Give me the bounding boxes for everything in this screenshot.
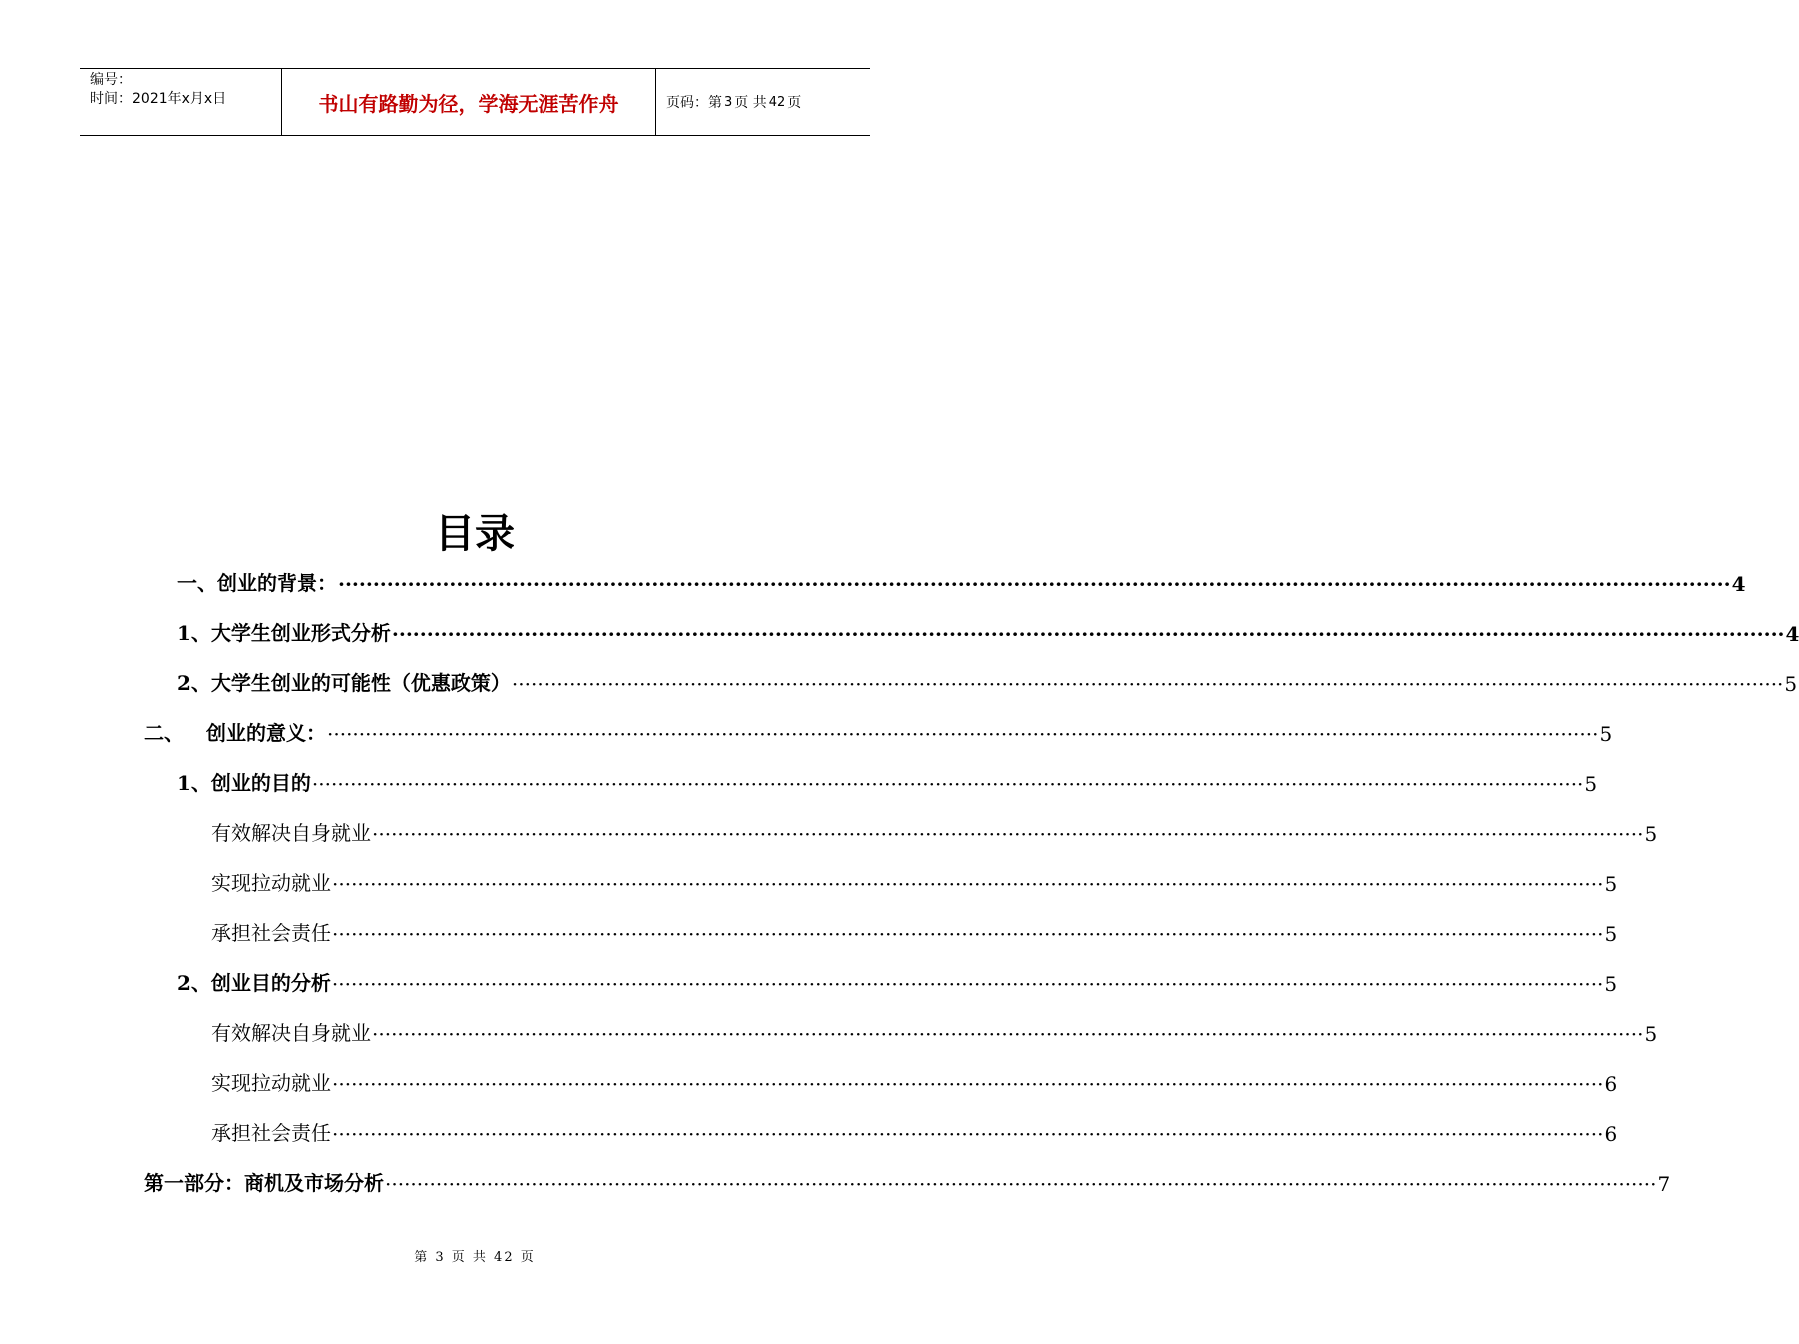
toc-entry[interactable] <box>211 816 1658 846</box>
toc-entry-label: 有效解决自身就业 <box>211 1021 371 1045</box>
toc-entry-page: 5 <box>1599 722 1613 746</box>
toc-entry-number: 二、 <box>144 721 184 745</box>
toc-entry-page: 7 <box>1657 1172 1671 1196</box>
toc-leader: ········································································································································································································ <box>332 1072 1604 1096</box>
toc-entry-label: 第一部分：商机及市场分析 <box>144 1171 384 1195</box>
header-motto: 书山有路勤为径，学海无涯苦作舟 <box>282 69 656 135</box>
toc-entry-label <box>144 717 326 746</box>
toc-entry[interactable] <box>177 616 1799 646</box>
header-meta <box>80 69 282 135</box>
page-current: 3 <box>724 94 733 110</box>
toc-entry-page: 5 <box>1604 872 1618 896</box>
toc-entry-page: 5 <box>1644 822 1658 846</box>
page-total: 42 <box>768 94 786 110</box>
toc-title: 目录 <box>435 511 515 557</box>
toc-entry-page: 4 <box>1731 572 1746 596</box>
toc-leader: ········································································································································································································ <box>372 822 1644 846</box>
toc-entry-label: 1、大学生创业形式分析 <box>177 621 391 645</box>
page-header <box>80 68 870 136</box>
toc-entry-page: 5 <box>1604 922 1618 946</box>
toc-entry-label: 实现拉动就业 <box>211 1071 331 1095</box>
toc-entry[interactable] <box>177 766 1598 796</box>
toc-entry-label: 2、大学生创业的可能性（优惠政策） <box>177 671 511 695</box>
toc-leader: ········································································································································································································ <box>311 772 1584 796</box>
toc-leader: ········································································································································································································ <box>338 572 1731 596</box>
toc-entry-text: 创业的意义： <box>206 721 326 745</box>
page-footer: 第 3 页 共 42 页 <box>414 1250 536 1265</box>
toc-leader: ········································································································································································································ <box>332 1122 1604 1146</box>
page-mid: 页 共 <box>734 95 767 111</box>
toc-entry[interactable] <box>177 666 1798 696</box>
toc-entry[interactable] <box>177 966 1618 996</box>
toc-leader: ········································································································································································································ <box>332 922 1604 946</box>
header-page-info <box>656 69 870 135</box>
toc-entry[interactable] <box>211 916 1618 946</box>
toc-entry[interactable] <box>211 866 1618 896</box>
toc-entry-label: 有效解决自身就业 <box>211 821 371 845</box>
toc-leader: ········································································································································································································ <box>331 972 1604 996</box>
toc-leader: ········································································································································································································ <box>385 1172 1657 1196</box>
toc-leader: ········································································································································································································ <box>391 622 1785 646</box>
toc-leader: ········································································································································································································ <box>511 672 1784 696</box>
toc-entry-page: 4 <box>1785 622 1799 646</box>
toc-entry-page: 5 <box>1784 672 1798 696</box>
page-suffix: 页 <box>787 95 802 111</box>
toc-entry[interactable] <box>211 1016 1658 1046</box>
toc-entry[interactable] <box>144 716 1613 746</box>
toc-entry-label: 承担社会责任 <box>211 1121 331 1145</box>
toc-leader: ········································································································································································································ <box>327 722 1599 746</box>
toc-entry-label: 1、创业的目的 <box>177 771 311 795</box>
toc-entry-page: 5 <box>1584 772 1598 796</box>
document-number-label: 编号： <box>90 72 132 88</box>
toc-entry-label: 实现拉动就业 <box>211 871 331 895</box>
toc-entry[interactable] <box>211 1116 1618 1146</box>
toc-entry-page: 5 <box>1604 972 1618 996</box>
toc-entry-page: 6 <box>1604 1122 1618 1146</box>
toc-entry[interactable] <box>177 566 1746 596</box>
toc-entry[interactable] <box>211 1066 1618 1096</box>
toc-entry-page: 5 <box>1644 1022 1658 1046</box>
document-time-label: 时间：2021年x月x日 <box>90 91 227 107</box>
toc-entry-page: 6 <box>1604 1072 1618 1096</box>
toc-entry-label: 一、创业的背景： <box>177 571 337 595</box>
toc-entry-label: 承担社会责任 <box>211 921 331 945</box>
toc-entry-label: 2、创业目的分析 <box>177 971 331 995</box>
toc-leader: ········································································································································································································ <box>332 872 1604 896</box>
page-prefix: 页码：第 <box>666 95 722 111</box>
toc-entry[interactable] <box>144 1166 1671 1196</box>
toc-leader: ········································································································································································································ <box>372 1022 1644 1046</box>
